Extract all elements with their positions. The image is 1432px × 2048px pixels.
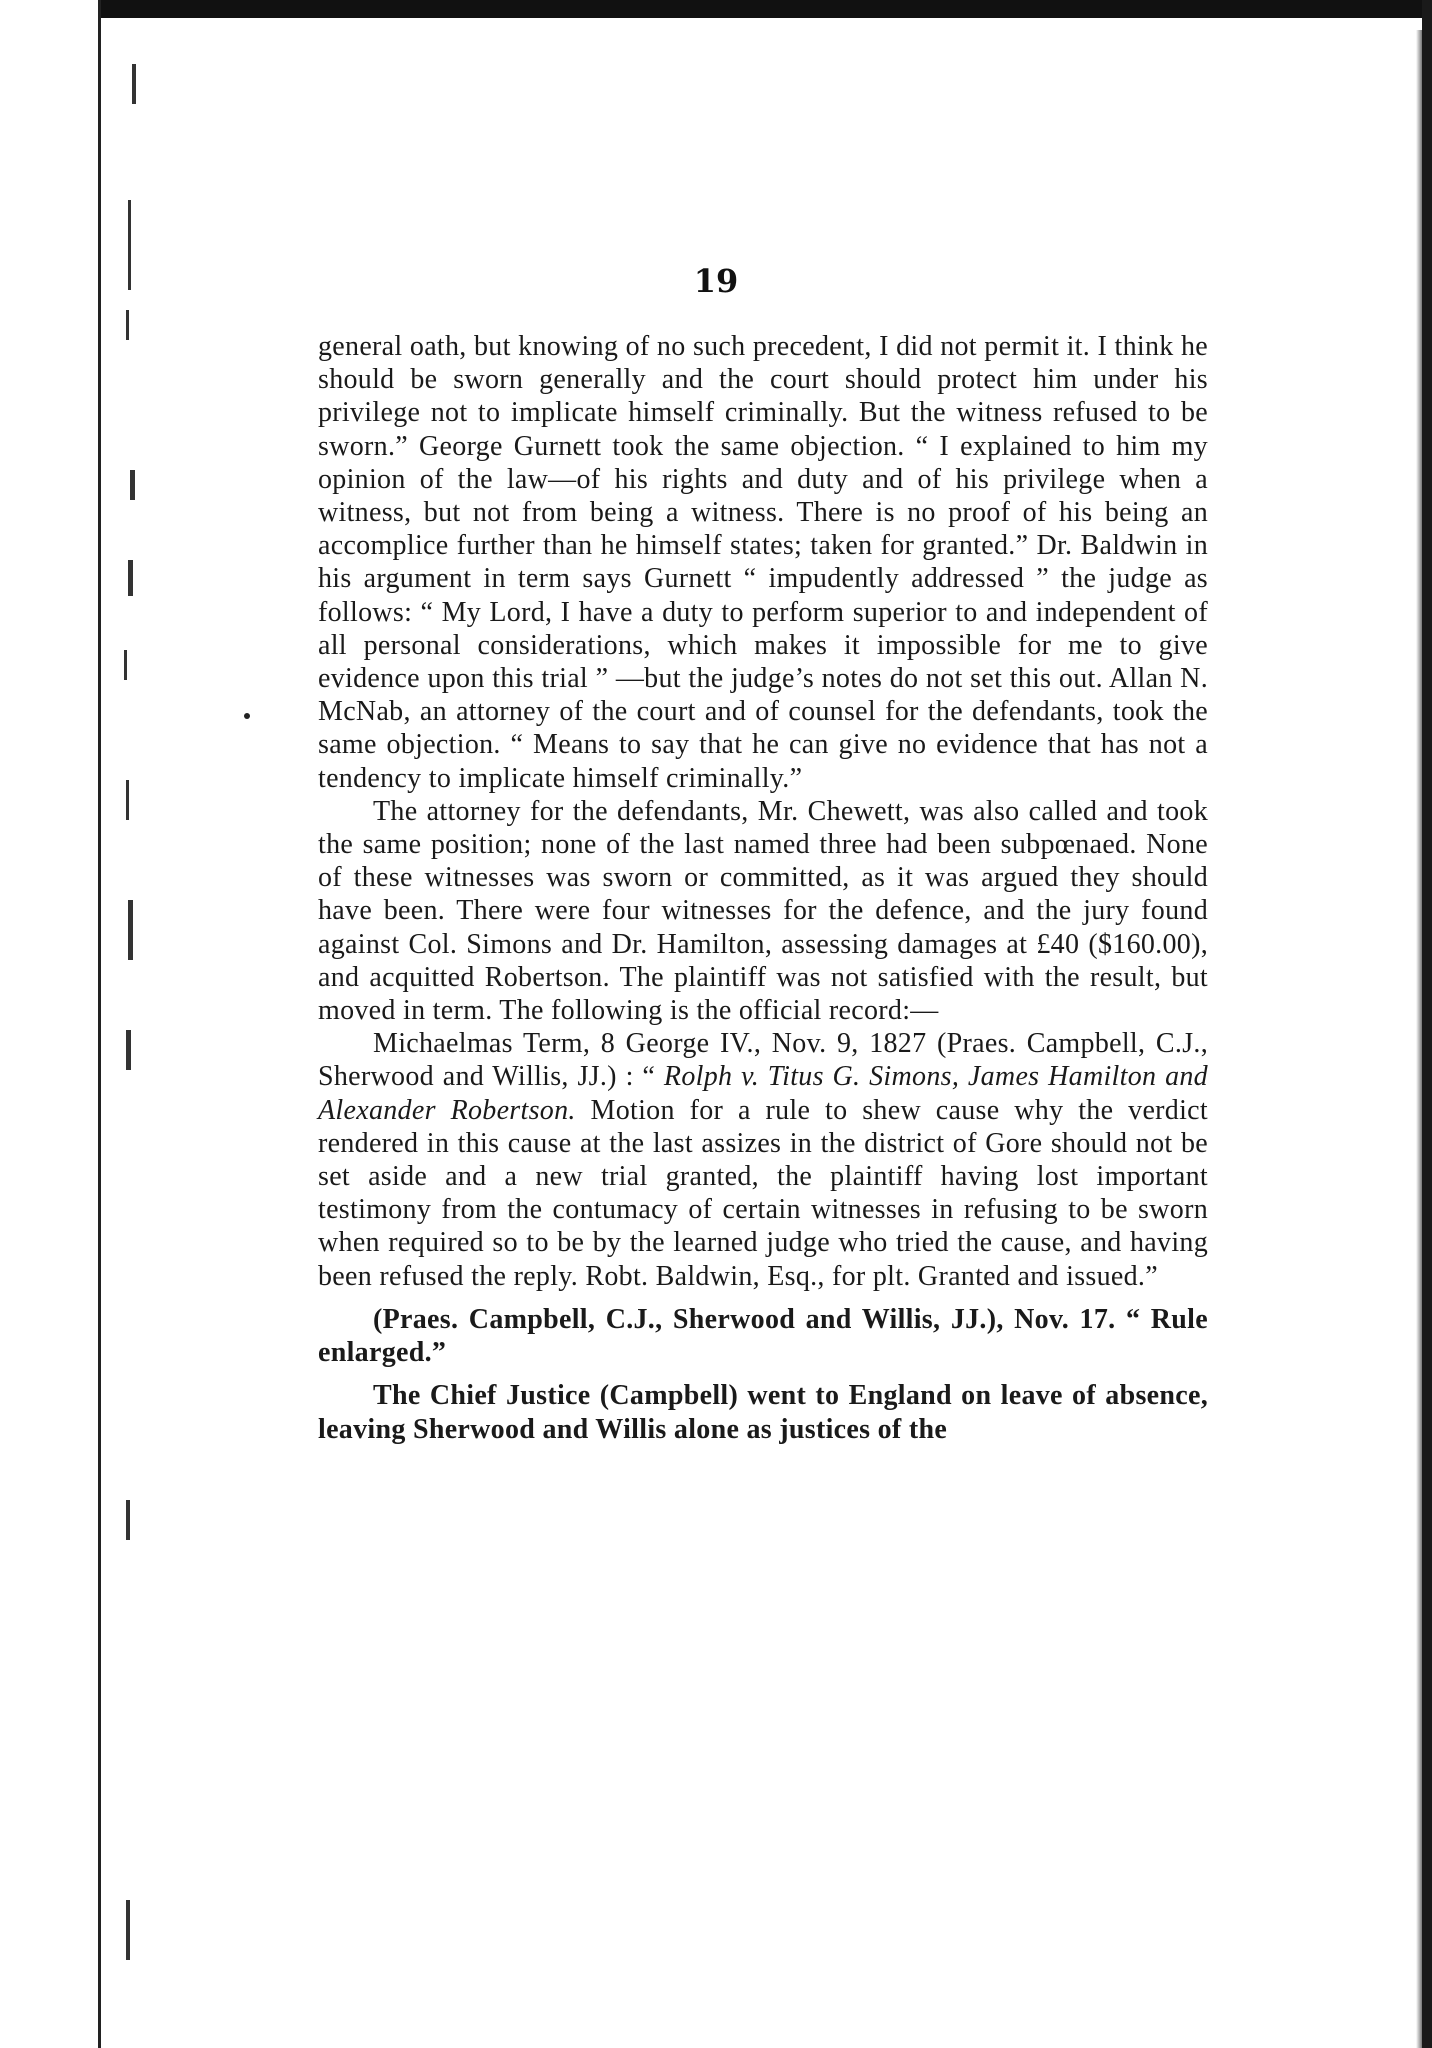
paragraph-3 — [318, 1027, 1208, 1293]
scan-left-margin — [0, 0, 101, 2048]
margin-mark — [126, 310, 129, 340]
paragraph-4: (Praes. Campbell, C.J., Sherwood and Willis, JJ.), Nov. 17. “ Rule enlarged.” — [318, 1303, 1208, 1369]
scan-right-border — [1422, 0, 1432, 2048]
margin-mark — [126, 1500, 130, 1540]
paragraph-3-body: Motion for a rule to shew cause why the verdict rendered in this cause at the last assizes in the district of Gore should not be set aside and a new trial granted, the plaintiff having lost important testimony from the contumacy of certain witnesses in refusing to be sworn when required so to be by the learned judge who tried the cause, and having been refused the reply. Robt. Baldwin, Esq., for plt. Granted and issued.” — [318, 1094, 1208, 1292]
margin-mark — [124, 650, 127, 680]
margin-dot — [244, 713, 250, 719]
case-name: Rolph v. Titus G. Simons, James Hamilton and Alexander Robertson. — [318, 1061, 1208, 1126]
margin-mark — [126, 780, 129, 820]
paragraph-1: general oath, but knowing of no such precedent, I did not permit it. I think he should be sworn generally and the court should protect him under his privilege not to implicate himself criminally. But the witness refused to be sworn.” George Gurnett took the same objection. “ I explained to him my opinion of the law—of his rights and duty and of his privilege when a witness, but not from being a witness. There is no proof of his being an accomplice further than he himself states; taken for granted.” Dr. Baldwin in his argument in term says Gurnett “ impudently addressed ” the judge as follows: “ My Lord, I have a duty to perform superior to and independent of all personal considerations, which makes it impossible for me to give evidence upon this trial ” —but the judge’s notes do not set this out. Allan N. McNab, an attorney of the court and of counsel for the defendants, took the same objection. “ Means to say that he can give no evidence that has not a tendency to implicate himself criminally.” — [318, 331, 1208, 794]
margin-mark — [130, 470, 135, 500]
page-body — [318, 330, 1208, 1446]
margin-mark — [128, 900, 133, 960]
paragraph-5: The Chief Justice (Campbell) went to England on leave of absence, leaving Sherwood and Willis alone as justices of the — [318, 1380, 1208, 1445]
page-number: 19 — [693, 262, 739, 300]
paragraph-2: The attorney for the defendants, Mr. Chewett, was also called and took the same position; none of the last named three had been subpœnaed. None of these witnesses was sworn or committed, as it was argued they should have been. There were four witnesses for the defence, and the jury found against Col. Simons and Dr. Hamilton, assessing damages at £40 ($160.00), and acquitted Robertson. The plaintiff was not satisfied with the result, but moved in term. The following is the official record:— — [318, 795, 1208, 1027]
margin-mark — [132, 64, 136, 104]
paragraph-3-intro: Michaelmas Term, 8 George IV., Nov. 9, 1827 (Praes. Campbell, C.J., Sherwood and Willis, JJ.) : “ — [318, 1028, 1208, 1093]
scan-top-border — [0, 0, 1432, 18]
margin-mark — [126, 1030, 131, 1070]
page-edge-shadow — [1416, 30, 1422, 2048]
margin-mark — [128, 560, 133, 596]
margin-mark — [126, 1900, 130, 1960]
